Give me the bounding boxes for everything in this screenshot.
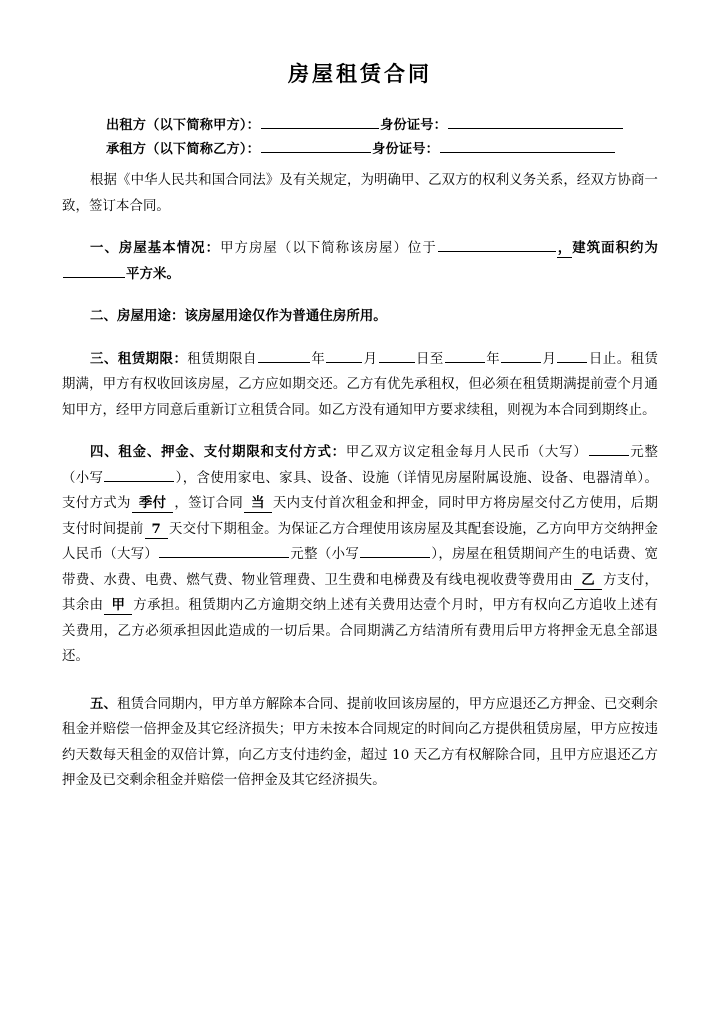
section-one-heading: 一、房屋基本情况： (90, 240, 221, 256)
start-day-unit: 日 (415, 351, 430, 367)
deposit-upper-blank[interactable] (159, 543, 289, 558)
section-two-text: 该房屋用途仅作为普通住房所用。 (184, 308, 387, 324)
lessor-label: 出租方（以下简称甲方）： (106, 118, 261, 133)
lessee-line (62, 138, 658, 162)
section-three-body: 租赁期满，甲方有权收回该房屋，乙方应如期交还。乙方有优先承租权，但必须在租赁期满提前壹个月通知甲方，经甲方同意后重新订立租赁合同。如乙方没有通知甲方要求续租，则视为本合同到期终止。 (62, 351, 659, 418)
preamble-paragraph: 根据《中华人民共和国合同法》及有关规定，为明确甲、乙双方的权利义务关系，经双方协商一致，签订本合同。 (62, 173, 658, 214)
rent-lower-blank[interactable] (104, 467, 174, 482)
section-four-text-j: 方承担。租赁期内乙方逾期交纳上述有关费用达壹个月时，甲方有权向乙方追收上述有关费用，乙方必须承担因此造成的一切后果。合同期满乙方结清所有费用后甲方将押金无息全部退还。 (62, 598, 658, 664)
section-two-heading: 二、房屋用途： (90, 308, 185, 324)
section-four-text-e: 天内支付首次租金和押金，同时甲方将房屋交付乙方使用，后期支付时间提前 (62, 496, 658, 537)
section-four-heading: 四、租金、押金、支付期限和支付方式： (90, 444, 346, 460)
start-year-unit: 年 (310, 351, 326, 367)
rent-upper-blank[interactable] (589, 441, 629, 456)
lessor-line (62, 114, 658, 138)
end-year-unit: 年 (485, 351, 501, 367)
section-four-text-d: ，签订合同 (174, 496, 244, 511)
property-area-blank[interactable] (63, 263, 125, 278)
lessee-name-blank[interactable] (261, 138, 371, 153)
payment-method-value[interactable]: 季付 (132, 495, 174, 513)
lessee-id-label: 身份证号： (372, 142, 439, 157)
section-five (62, 692, 658, 794)
start-year-blank[interactable] (258, 348, 310, 363)
section-three-heading: 三、租赁期限： (90, 350, 188, 367)
end-month-unit: 月 (542, 351, 557, 367)
section-five-text: 租赁合同期内，甲方单方解除本合同、提前收回该房屋的，甲方应退还乙方押金、已交剩余租金并赔偿一倍押金及其它经济损失；甲方未按本合同规定的时间向乙方提供租赁房屋，甲方应按违约天数每天租金的双倍计算，向乙方支付违约金，超过 10 天乙方有权解除合同，且甲方应退还乙方押金及已交剩余租金并赔偿一倍押金及其它经济损失。 (62, 696, 659, 788)
section-two (62, 304, 658, 330)
section-four-text-a: 甲乙双方议定租金每月人民币（大写） (345, 445, 588, 460)
section-one-comma: ， (556, 240, 573, 256)
utilities-payer-value[interactable]: 乙 (574, 572, 602, 590)
section-four-text-h: ），房屋在租赁期间产生的电话费、宽带费、水费、电费、燃气费、物业管理费、卫生费和电梯费及有线电视收费等费用由 (62, 547, 659, 588)
section-three-text-c: 日止。 (588, 351, 631, 367)
section-four-text-g: 元整（小写 (290, 547, 360, 562)
property-address-blank[interactable] (438, 237, 556, 252)
start-day-blank[interactable] (379, 348, 415, 363)
section-three-text-b: 至 (429, 351, 444, 367)
end-month-blank[interactable] (501, 348, 541, 363)
first-payment-day-value[interactable]: 当 (244, 495, 272, 513)
section-five-heading: 五、 (90, 695, 118, 712)
lessee-label: 承租方（以下简称乙方）： (106, 142, 261, 157)
section-four (62, 440, 658, 670)
section-one-text-c: 平方米。 (126, 265, 180, 282)
lessor-id-label: 身份证号： (380, 118, 447, 133)
section-three-text-a: 租赁期限自 (187, 351, 257, 367)
start-month-blank[interactable] (326, 348, 362, 363)
advance-days-value[interactable]: 7 (145, 521, 168, 539)
section-three (62, 347, 658, 424)
deposit-lower-blank[interactable] (360, 543, 430, 558)
lessee-id-blank[interactable] (440, 138, 615, 153)
end-year-blank[interactable] (445, 348, 485, 363)
start-month-unit: 月 (363, 351, 378, 367)
section-four-text-b: 元整（小写 (62, 445, 658, 486)
section-one (62, 236, 658, 287)
end-day-blank[interactable] (557, 348, 587, 363)
lessor-id-blank[interactable] (448, 114, 623, 129)
section-four-text-f: 天交付下期租金。为保证乙方合理使用该房屋及其配套设施，乙方向甲方交纳押金人民币（大写） (62, 521, 658, 562)
section-one-text-b: 建筑面积约为 (572, 240, 658, 256)
section-one-text-a: 甲方房屋（以下简称该房屋）位于 (220, 241, 437, 256)
section-four-text-c: ），含使用家电、家具、设备、设施（详情见房屋附属设施、设备、电器清单）。支付方式为 (62, 470, 658, 511)
other-payer-value[interactable]: 甲 (104, 597, 132, 615)
page-title: 房屋租赁合同 (288, 61, 432, 86)
lessor-name-blank[interactable] (261, 114, 379, 129)
parties-block (62, 114, 658, 162)
section-four-text-i: 方支付，其余由 (62, 572, 659, 613)
